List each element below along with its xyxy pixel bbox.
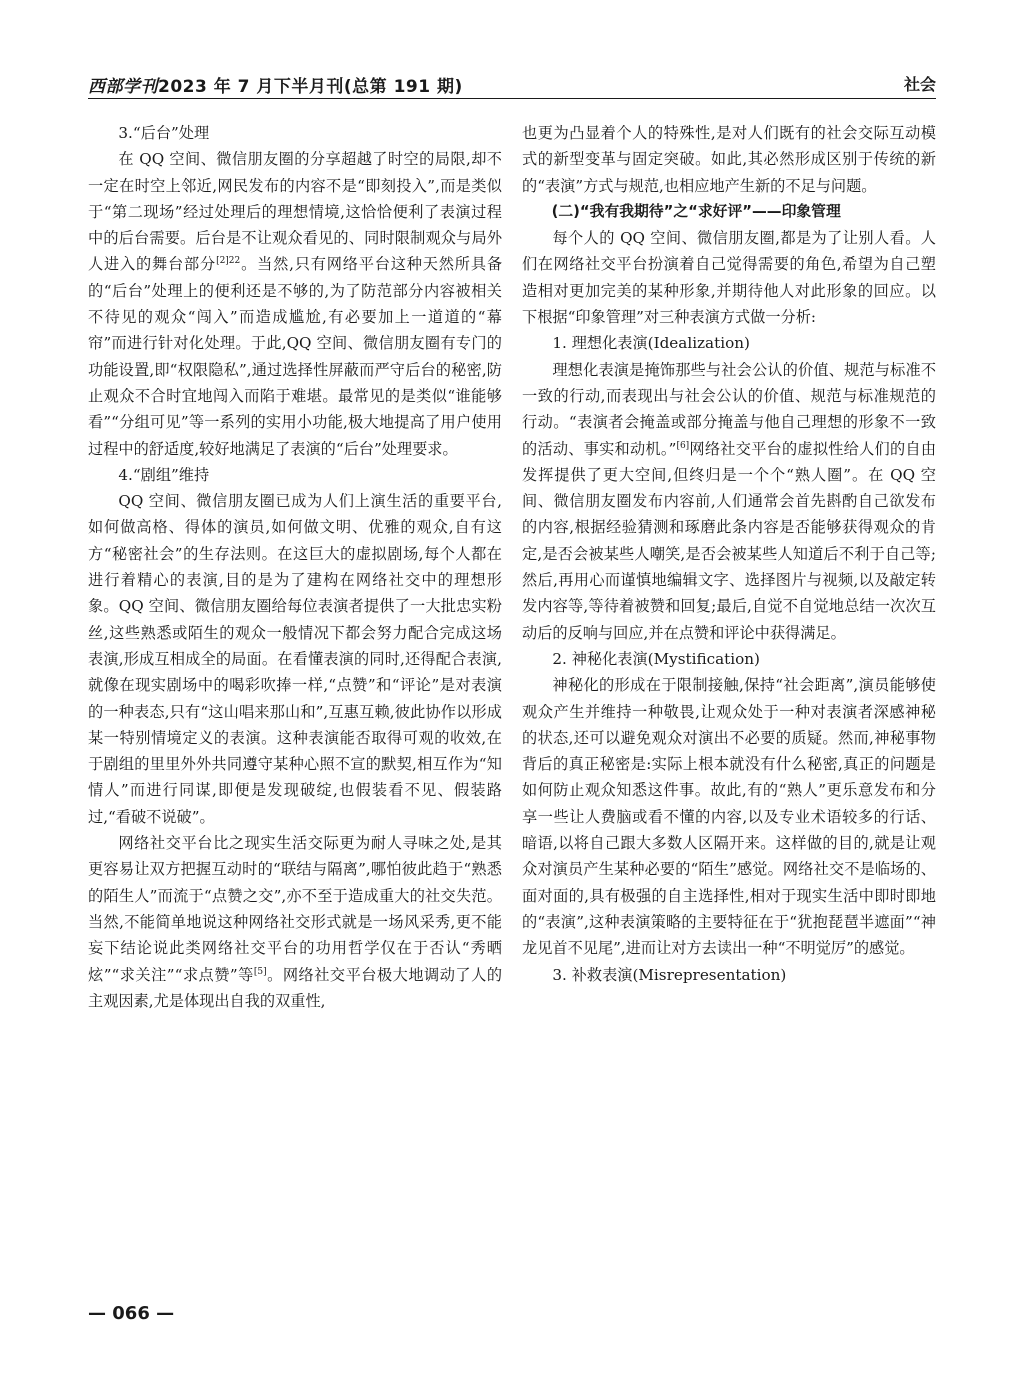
section-subheading (522, 646, 936, 672)
section-subheading (88, 120, 502, 146)
page-number: — 066 — (88, 1303, 175, 1324)
section-subheading (522, 962, 936, 988)
paragraph-text: 。当然,只有网络平台这种天然所具备的“后台”处理上的便利还是不够的,为了防范部分内容被相关不待见的观众“闯入”而造成尴尬,有必要加上一道道的“幕帘”而进行针对化处理。于此,QQ 空间、微信朋友圈有专门的功能设置,即“权限隐私”,通过选择性屏蔽而严守后台的秘密,防止观众不合时宜地闯入而陷于难堪。最常见的是类似“谁能够看”“分组可见”等一系列的实用小功能,极大地提高了用户使用过程中的舒适度,较好地满足了表演的“后台”处理要求。 (88, 255, 503, 458)
paragraph-text: 神秘化的形成在于限制接触,保持“社会距离”,演员能够使观众产生并维持一种敬畏,让观众处于一种对表演者深感神秘的状态,还可以避免观众对演出不必要的质疑。然而,神秘事物背后的真正秘密是:实际上根本就没有什么秘密,真正的问题是如何防止观众知悉这件事。故此,有的“熟人”更乐意发布和分享一些让人费脑或看不懂的内容,以及专业术语较多的行话、暗语,以将自己跟大多数人区隔开来。这样做的目的,就是让观众对演员产生某种必要的“陌生”感觉。网络社交不是临场的、面对面的,具有极强的自主选择性,相对于现实生活中即时即地的“表演”,这种表演策略的主要特征在于“犹抱琵琶半遮面”“神龙见首不见尾”,进而让对方去读出一种“不明觉厉”的感觉。 (522, 676, 936, 958)
left-column (88, 120, 502, 1014)
paragraph-text: 1. 理想化表演(Idealization) (552, 334, 750, 353)
paragraph (522, 120, 936, 199)
paragraph-text: 网络社交平台比之现实生活交际更为耐人寻味之处,是其更容易让双方把握互动时的“联结与隔离”,哪怕彼此趋于“熟悉的陌生人”而流于“点赞之交”,亦不至于造成重大的社交失范。当然,不能简单地说这种网络社交形式就是一场风采秀,更不能妄下结论说此类网络社交平台的功用哲学仅在于否认“秀晒炫”“求关注”“求点赞”等 (88, 834, 502, 984)
paragraph-text: 网络社交平台的虚拟性给人们的自由发挥提供了更大空间,但终归是一个个“熟人圈”。在 QQ 空间、微信朋友圈发布内容前,人们通常会首先斟酌自己欲发布的内容,根据经验猜测和琢磨此条内容是否能够获得观众的肯定,是否会被某些人嘲笑,是否会被某些人知道后不利于自己等;然后,再用心而谨慎地编辑文字、选择图片与视频,以及敲定转发内容等,等待着被赞和回复;最后,自觉不自觉地总结一次次互动后的反响与回应,并在点赞和评论中获得满足。 (522, 439, 937, 642)
paragraph (522, 672, 936, 961)
section-label: 社会 (903, 75, 936, 94)
paragraph-text: 也更为凸显着个人的特殊性,是对人们既有的社会交际互动模式的新型变革与固定突破。如此,其必然形成区别于传统的新的“表演”方式与规范,也相应地产生新的不足与问题。 (522, 124, 936, 195)
paragraph-text: (二)“我有我期待”之“求好评”——印象管理 (551, 202, 841, 220)
paragraph-text: 2. 神秘化表演(Mystification) (552, 649, 760, 668)
citation-ref: [2]22 (216, 256, 241, 267)
paragraph (522, 225, 936, 330)
section-heading (522, 199, 936, 225)
section-subheading (522, 330, 936, 356)
paragraph (88, 830, 502, 1014)
paragraph-text: 3. 补救表演(Misrepresentation) (552, 965, 787, 984)
journal-title (88, 72, 463, 97)
paragraph-text: QQ 空间、微信朋友圈已成为人们上演生活的重要平台,如何做高格、得体的演员,如何做文明、优雅的观众,自有这方“秘密社会”的生存法则。在这巨大的虚拟剧场,每个人都在进行着精心的表演,目的是为了建构在网络社交中的理想形象。QQ 空间、微信朋友圈给每位表演者提供了一大批忠实粉丝,这些熟悉或陌生的观众一般情况下都会努力配合完成这场表演,形成互相成全的局面。在看懂表演的同时,还得配合表演,就像在现实剧场中的喝彩吹捧一样,“点赞”和“评论”是对表演的一种表态,只有“这山唱来那山和”,互惠互赖,彼此协作以形成某一特别情境定义的表演。这种表演能否取得可观的收效,在于剧组的里里外外共同遵守某种心照不宣的默契,相互作为“知情人”而进行同谋,即便是发现破绽,也假装看不见、假装路过,“看破不说破”。 (88, 492, 502, 826)
citation-ref: [5] (253, 966, 267, 977)
header-rule (88, 98, 936, 99)
citation-ref: [6] (676, 440, 690, 451)
paragraph-text: 4.“剧组”维持 (118, 465, 210, 484)
journal-logo: 西部学刊 (88, 77, 158, 97)
right-column (522, 120, 936, 988)
page-header (88, 70, 936, 100)
paragraph (522, 357, 936, 646)
paragraph (88, 146, 502, 462)
section-subheading (88, 462, 502, 488)
paragraph-text: 每个人的 QQ 空间、微信朋友圈,都是为了让别人看。人们在网络社交平台扮演着自己觉得需要的角色,希望为自己塑造相对更加完美的某种形象,并期待他人对此形象的回应。以下根据“印象管理”对三种表演方式做一分析: (522, 229, 936, 327)
paragraph-text: 。网络社交平台极大地调动了人的主观因素,尤是体现出自我的双重性, (88, 965, 503, 1010)
paragraph-text: 在 QQ 空间、微信朋友圈的分享超越了时空的局限,却不一定在时空上邻近,网民发布的内容不是“即刻投入”,而是类似于“第二现场”经过处理后的理想情境,这恰恰便利了表演过程中的后台需要。后台是不让观众看见的、同时限制观众与局外人进入的舞台部分 (88, 150, 502, 274)
paragraph-text: 3.“后台”处理 (118, 124, 210, 142)
paragraph-text: 理想化表演是掩饰那些与社会公认的价值、规范与标准不一致的行动,而表现出与社会公认的价值、规范与标准规范的行动。“表演者会掩盖或部分掩盖与他自己理想的形象不一致的活动、事实和动机。” (522, 360, 936, 458)
paragraph (88, 488, 502, 830)
issue-info: 2023 年 7 月下半月刊(总第 191 期) (158, 77, 463, 97)
